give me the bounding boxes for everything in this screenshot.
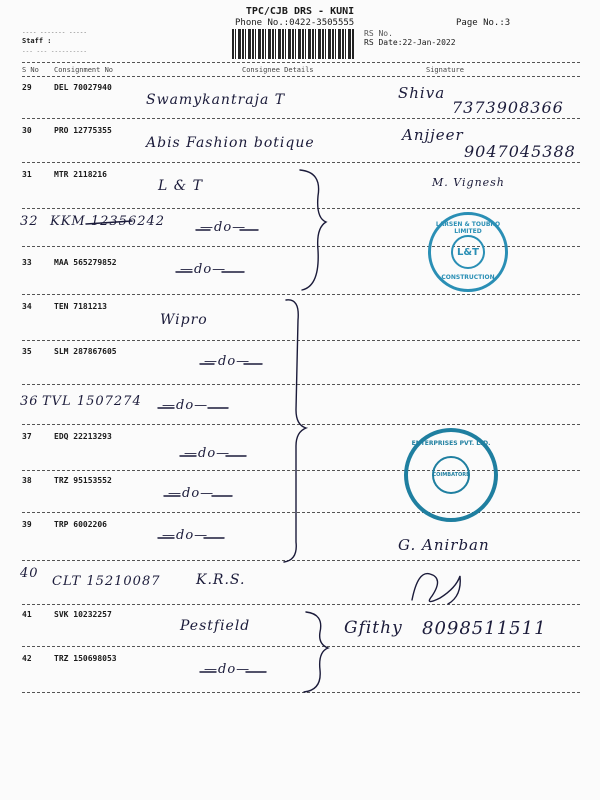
header-faded-line: ---- ------- ----- <box>22 29 88 36</box>
phone-number: Phone No.:0422-3505555 <box>235 18 355 28</box>
phone-handwritten: 9047045388 <box>464 142 576 161</box>
curly-brace-mark <box>304 612 328 692</box>
row-number: 41 <box>22 610 32 619</box>
row-number: 39 <box>22 520 32 529</box>
ditto-mark: —do— <box>168 486 215 501</box>
strike-through-mark <box>86 221 132 224</box>
rs-date: RS Date:22-Jan-2022 <box>364 38 456 47</box>
consignment-number: SVK 10232257 <box>54 610 112 619</box>
ditto-mark: —do— <box>204 662 251 677</box>
row-number: 30 <box>22 126 32 135</box>
enterprises-stamp <box>404 428 498 522</box>
column-header-sno: S No <box>22 66 39 74</box>
row-number: 37 <box>22 432 32 441</box>
consignee-handwritten: K.R.S. <box>196 572 246 588</box>
consignment-number: SLM 287867605 <box>54 347 117 356</box>
phone-handwritten: 7373908366 <box>452 98 564 117</box>
row-number: 42 <box>22 654 32 663</box>
consignment-number: TRP 6002206 <box>54 520 107 529</box>
column-header-signature: Signature <box>426 66 464 74</box>
lt-logo-icon: L&T <box>451 235 485 269</box>
stamp-text: ENTERPRISES PVT. LTD. <box>411 440 491 447</box>
consignment-number: DEL 70027940 <box>54 83 112 92</box>
curly-brace-mark <box>284 300 306 562</box>
ditto-mark: —do— <box>204 354 251 369</box>
column-header-consignee: Consignee Details <box>242 66 314 74</box>
row-number-handwritten: 36 <box>20 394 39 409</box>
staff-label: Staff : <box>22 37 52 45</box>
consignee-handwritten: Pestfield <box>180 618 251 634</box>
row-number: 34 <box>22 302 32 311</box>
signature-handwritten: M. Vignesh <box>432 176 505 189</box>
signature-scribble-mark <box>412 574 460 604</box>
row-number-handwritten: 32 <box>20 214 39 229</box>
row-number: 33 <box>22 258 32 267</box>
consignment-number: MTR 2118216 <box>54 170 107 179</box>
signature-handwritten: Shiva <box>398 84 446 102</box>
row-number: 35 <box>22 347 32 356</box>
curly-brace-mark <box>300 170 326 290</box>
consignment-number: TEN 7181213 <box>54 302 107 311</box>
signature-handwritten: Gfithy <box>344 618 403 638</box>
sheet-title: TPC/CJB DRS - KUNI <box>245 6 355 17</box>
ditto-mark: —do— <box>180 262 227 277</box>
stamp-subtext: CONSTRUCTION <box>441 274 495 281</box>
signature-handwritten: G. Anirban <box>398 536 490 554</box>
page-number: Page No.:3 <box>456 18 511 28</box>
consignment-number-handwritten: KKM 12356242 <box>50 214 166 229</box>
consignment-number: PRO 12775355 <box>54 126 112 135</box>
consignment-number: TRZ 95153552 <box>54 476 112 485</box>
header-faded-line-2: --- --- ---------- <box>22 48 88 55</box>
ditto-mark: —do— <box>162 398 209 413</box>
stamp-text: LARSEN & TOUBRO LIMITED <box>435 221 501 235</box>
consignment-number: EDQ 22213293 <box>54 432 112 441</box>
column-header-consignment: Consignment No <box>54 66 114 74</box>
row-number: 31 <box>22 170 32 179</box>
rs-number: RS No. <box>364 29 393 38</box>
ditto-mark: —do— <box>162 528 209 543</box>
phone-handwritten: 8098511511 <box>422 618 547 639</box>
stamp-center-text: COIMBATORE <box>432 456 470 494</box>
ditto-mark: —do— <box>184 446 231 461</box>
consignment-number: TRZ 150698053 <box>54 654 117 663</box>
consignee-handwritten: L & T <box>158 178 203 194</box>
row-number: 29 <box>22 83 32 92</box>
signature-handwritten: Anjjeer <box>402 126 464 144</box>
consignee-handwritten: Swamykantraja T <box>146 92 286 108</box>
larsen-toubro-stamp <box>428 212 508 292</box>
row-number-handwritten: 40 <box>20 566 39 581</box>
consignment-number-handwritten: CLT 15210087 <box>52 574 161 589</box>
consignee-handwritten: Wipro <box>160 312 208 328</box>
consignment-number: MAA 565279852 <box>54 258 117 267</box>
consignment-number-handwritten: TVL 1507274 <box>42 394 142 409</box>
row-number: 38 <box>22 476 32 485</box>
ditto-mark: —do— <box>200 220 247 235</box>
consignee-handwritten: Abis Fashion botique <box>146 135 315 151</box>
